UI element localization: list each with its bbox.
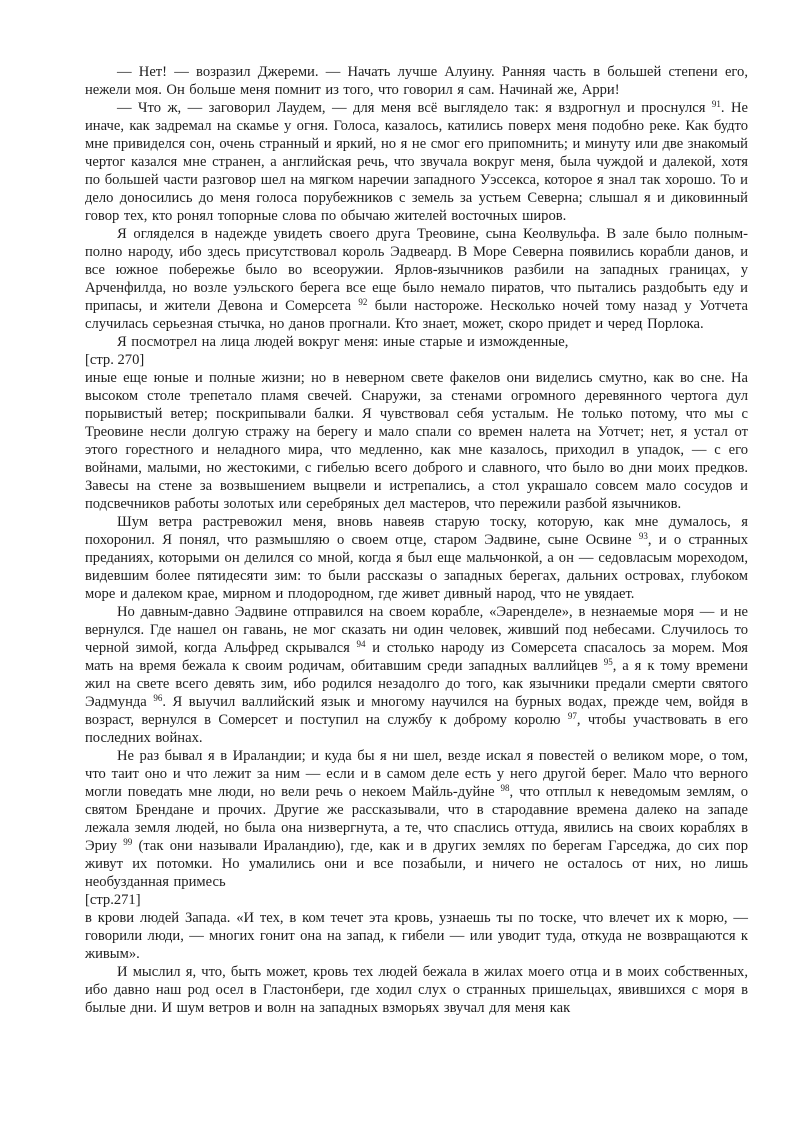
paragraph: И мыслил я, что, быть может, кровь тех людей бежала в жилах моего отца и в моих собственных, ибо давно наш род осел в Гластонбери, где ходил слух о странных пришельцах, явившихся с моря в былые дни. И шум ветров и волн на западных взморьях звучал для меня как [85,964,748,1016]
footnote-ref: 97 [567,711,577,721]
page-number-marker: [стр.271] [85,892,141,908]
footnote-ref: 94 [356,639,366,649]
paragraph: Я огляделся в надежде увидеть своего друга Треовине, сына Кеолвульфа. В зале было полным-полно народу, ибо здесь присутствовал король Эадвеард. В Море Северна появились корабли данов, и все южное побережье было во всеоружии. Ярлов-язычников разбили на западных границах, у Арченфилда, но возле уэльского берега все еще было немало пиратов, что пытались раздобыть еду и припасы, и жители Девона и Сомерсета $^{92}$ были настороже. Несколько ночей тому назад у Уотчета случилась серьезная стычка, но данов прогнали. Кто знает, может, скоро придет и черед Порлока. [85,226,748,332]
paragraph: Не раз бывал я в Ираландии; и куда бы я ни шел, везде искал я повестей о великом море, о том, что таит оно и что лежит за ним — если и в самом деле есть у него другой берег. Мало что верного могли поведать мне люди, но вели речь о некоем Майль-дуйне $^{98}$, что отплыл к неведомым землям, о святом Брендане и прочих. Другие же рассказывали, что в стародавние времена далеко на западе лежала земля людей, но была она низвергнута, а те, что спаслись оттуда, явились на своих кораблях в Эриу $^{99}$ (так они называли Ираландию), где, как и в других землях по берегам Гарседжа, до сих пор живут их потомки. Но умалились они и все позабыли, и ничего не осталось от них, но лишь необузданная примесь [85,748,748,890]
footnote-ref: 99 [123,837,133,847]
paragraph: Я посмотрел на лица людей вокруг меня: иные старые и изможденные, [117,334,569,350]
footnote-ref: 96 [153,693,163,703]
paragraph: иные еще юные и полные жизни; но в неверном свете факелов они виделись смутно, как во сне. На высоком столе трепетало пламя свечей. Снаружи, за стенами огромного деревянного чертога дул порывистый ветер; поскрипывали балки. Я чувствовал себя усталым. Не только потому, что мы с Треовине несли долгую стражу на берегу и мало спали со времен налета на Уотчет; нет, я устал от этого горестного и неладного мира, что медленно, как мне казалось, приходил в упадок, — с его войнами, малыми, но жестокими, с гибелью всего доброго и славного, что было во дни моих предков. Завесы на стене за возвышением выцвели и истрепались, а стол украшало совсем мало сосудов и подсвечников работы золотых или серебряных дел мастеров, что пережили разбой язычников. [85,370,748,512]
page-number-marker: [стр. 270] [85,352,145,368]
footnote-ref: 95 [603,657,613,667]
footnote-ref: 91 [711,99,721,109]
paragraph: — Нет! — возразил Джереми. — Начать лучше Алуину. Ранняя часть в большей степени его, нежели моя. Он больше меня помнит из того, что говорил я сам. Начинай же, Арри! [85,64,748,98]
footnote-ref: 92 [358,297,368,307]
footnote-ref: 98 [500,783,510,793]
footnote-ref: 93 [638,531,648,541]
paragraph: Шум ветра растревожил меня, вновь навеяв старую тоску, которую, как мне думалось, я похоронил. Я понял, что размышляю о своем отце, старом Эадвине, сыне Освине $^{93}$, и о странных преданиях, которыми он делился со мной, когда я был еще мальчонкой, а он — седовласым мореходом, видевшим более пятидесяти зим: то были рассказы о западных берегах, дальних островах, глубоком море и далеком крае, мирном и плодородном, где живет дивный народ, что не увядает. [85,514,748,602]
paragraph: в крови людей Запада. «И тех, в ком течет эта кровь, узнаешь ты по тоске, что влечет их к морю, — говорили люди, — многих гонит она на запад, к гибели — или уводит туда, откуда не возвращаются к живым». [85,910,748,962]
paragraph: Но давным-давно Эадвине отправился на своем корабле, «Эаренделе», в незнаемые моря — и не вернулся. Где нашел он гавань, не мог сказать ни один человек, живший под небесами. Случилось то черной зимой, когда Альфред скрывался $^{94}$ и столько народу из Сомерсета спасалось за морем. Моя мать на время бежала к своим родичам, обитавшим среди западных валлийцев $^{95}$, а я к тому времени жил на свете всего девять зим, ибо родился незадолго до того, как язычники предали смерти святого Эадмунда $^{96}$. Я выучил валлийский язык и многому научился на бурных водах, прежде чем, войдя в возраст, вернулся в Сомерсет и поступил на службу к доброму королю $^{97}$, чтобы участвовать в его последних войнах. [85,604,748,746]
page-text [85,63,748,1017]
paragraph: — Что ж, — заговорил Лаудем, — для меня всё выглядело так: я вздрогнул и проснулся $^{91}$. Не иначе, как задремал на скамье у огня. Голоса, казалось, катились поверх меня подобно реке. Как будто мне привиделся сон, очень странный и яркий, но я не смог его припомнить; и минуту или две знакомый чертог казался мне странен, а английская речь, что звучала вокруг меня, была чуждой и далекой, хотя по большей части разговор шел на мягком наречии западного Уэссекса, которое я знал так хорошо. То и дело доносились до меня голоса порубежников с земель за устьем Северна; слышал я и диковинный говор тех, кто ронял топорные слова по обычаю жителей восточных широв. [85,99,748,224]
